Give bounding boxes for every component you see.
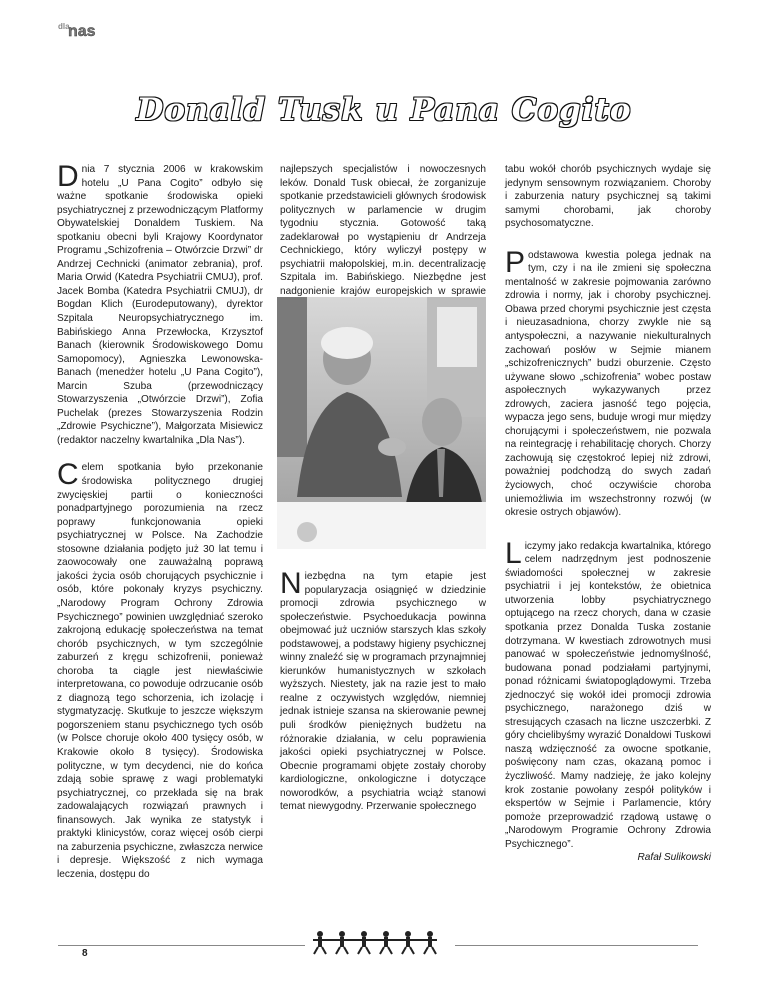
meeting-photo xyxy=(277,297,486,549)
paragraph: Celem spotkania było przekonanie środowiska politycznego drugiej zwycięskiej partii o konieczności ponadpartyjnego porozumienia na rzecz poprawy funkcjonowania opieki psychiatrycznej w Polsce. Na Zachodzie stosowne działania podjęto już 30 lat temu i zaowocowały one zauważalną poprawą jakości życia osób chorujących psychicznie i osób, które pokonały kryzys psychiczny. „Narodowy Program Ochrony Zdrowia Psychicznego” powinien uwzględniać szeroko zakrojoną edukację społeczeństwa na temat chorób psychicznych, w tym szczególnie zaburzeń z kręgu schizofrenii, ponieważ choroba ta ciągle jest niewłaściwie interpretowana, co powoduje odrzucanie osób z diagnozą tego schorzenia, ich izolację i stygmatyzację. Skutkuje to jeszcze większym pogorszeniem stanu psychicznego tych osób (w Polsce choruje około 400 tysięcy osób, w Krakowie około 8 tysięcy). Środowiska polityczne, w tym decydenci, nie do końca zdają sobie sprawę z wagi problematyki psychiatrycznej, co przekłada się na brak zadowalających rozwiązań prawnych i finansowych. Jak wynika ze statystyk i praktyki klinicystów, coraz więcej osób cierpi na zaburzenia psychiczne, zwłaszcza nerwice i depresje. Większość z nich wymaga leczenia, dostępu do xyxy=(57,458,263,880)
paragraph: Dnia 7 stycznia 2006 w krakowskim hotelu „U Pana Cogito” odbyło się ważne spotkanie środowiska opieki psychiatrycznej z przewodniczącym Platformy Obywatelskiej Donaldem Tuskiem. Na spotkaniu obecni byli Krajowy Koordynator Programu „Schizofrenia – Otwórzcie Drzwi” dr Andrzej Cechnicki (animator zebrania), prof. Maria Orwid (Katedra Psychiatrii CMUJ), prof. Jacek Bomba (Katedra Psychiatrii CMUJ), dr Bogdan Klich (Eurodeputowany), dyrektor Szpitala Neuropsychiatrycznego im. Babińskiego Anna Przewłocka, Krzysztof Banach (kierownik Środowiskowego Domu Samopomocy), Agnieszka Lewonowska-Banach (menedżer hotelu „U Pana Cogito”), Marcin Szuba (przewodniczący Stowarzyszenia „Otwórzcie Drzwi”), Zofia Puchelak (prezes Stowarzyszenia Rodzin „Zdrowie Psychiczne”), Małgorzata Misiewicz (redaktor naczelny kwartalnika „Dla Nas”). xyxy=(57,160,263,446)
paragraph: najlepszych specjalistów i nowoczesnych leków. Donald Tusk obiecał, że zorganizuje spotkanie przedstawicieli głównych środowisk politycznych w parlamencie w drugim tygodniu stycznia. Gotowość taką zadeklarował po wystąpieniu dr Andrzeja Cechnickiego, który wyliczył postępy w psychiatrii małopolskiej, m.in. decentralizację Szpitala im. Babińskiego. Niezbędne jest nadgonienie krajów europejskich w sprawie xyxy=(280,164,486,297)
paragraph: Podstawowa kwestia polega jednak na tym, czy i na ile zmieni się społeczna mentalność w zakresie pojmowania zarówno zdrowia i normy, jak i choroby psychicznej. Obawa przed chorymi psychicznie jest częsta i nieuzasadniona, chorzy zwykle nie są antyspołeczni, a nazywanie niekulturalnych zachowań posłów w Sejmie mianem „schizofrenicznych” budzi oburzenie. Często używane słowo „schizofrenia” wobec postaw aspołecznych wykazywanych przez zdrowych, zaciera jasność tego pojęcia, wypacza jego sens, buduje wrogi mur między chorującymi i społeczeństwem, nie pozwala na reintegrację i rehabilitację chorych. Chorzy zachowują się częstokroć lepiej niż zdrowi, poważniej podchodzą do swych zadań życiowych, choć oczywiście choroba uniemożliwia im wszechstronny rozwój (w okresie ostrych objawów). xyxy=(505,245,711,519)
people-chain-ornament xyxy=(305,928,455,956)
drop-cap: C xyxy=(57,458,79,492)
column-3 xyxy=(505,163,711,865)
paragraph: Niezbędna na tym etapie jest popularyzacja osiągnięć w dziedzinie promocji zdrowia psychicznego w społeczeństwie. Psychoedukacja powinna obejmować już uczniów starszych klas szkoły podstawowej, a podstawy higieny psychicznej winny znaleźć się w programach przynajmniej kierunków humanistycznych w szkołach wyższych. Niestety, jak na razie jest to mało realne z oczywistych względów, niemniej jednak istnieje szansa na skierowanie pewnej puli środków pieniężnych budżetu na różnorakie działania, w celu poprawienia jakości opieki psychiatrycznej w Polsce. Obecnie programami objęte zostały choroby kardiologiczne, onkologiczne i dotyczące noworodków, a psychiatria wciąż stanowi temat niewygodny. Przerwanie społecznego xyxy=(280,567,486,813)
column-2-lower xyxy=(280,567,486,814)
magazine-logo xyxy=(56,20,116,38)
drop-cap: D xyxy=(57,160,79,193)
drop-cap: L xyxy=(505,536,522,570)
column-1 xyxy=(57,160,263,881)
page-number: 8 xyxy=(82,948,88,959)
drop-cap: N xyxy=(280,567,302,600)
author-signature: Rafał Sulikowski xyxy=(637,852,711,864)
drop-cap: P xyxy=(505,245,526,279)
article-title: Donald Tusk u Pana Cogito xyxy=(136,92,632,128)
svg-text:dla: dla xyxy=(58,22,70,31)
paragraph: tabu wokół chorób psychicznych wydaje się jedynym sensownym rozwiązaniem. Choroby i zaburzenia natury psychicznej są takimi samymi chorobami, jak choroby psychosomatyczne. xyxy=(505,164,711,230)
paragraph: Liczymy jako redakcja kwartalnika, którego celem nadrzędnym jest podnoszenie świadomości społecznej w zakresie psychiatrii i jej kontekstów, że obietnica utworzenia lobby psychiatrycznego optującego na rzecz chorych, dana w czasie spotkania przez Donalda Tuska zostanie dotrzymana. W kwestiach zdrowotnych musi panować w społeczeństwie jednomyślność, budowana ponad podziałami partyjnymi, ponad różnicami światopoglądowymi. Trzeba zjednoczyć się wokół idei promocji zdrowia psychicznego, narażonego dziś w stresujących czasach na liczne uszczerbki. Z góry chcielibyśmy wyrazić Donaldowi Tuskowi naszą wdzięczność za owocne spotkanie, poświęcony nam czas, okazaną pomoc i życzliwość. Mamy nadzieję, że jako kolejny krok zostanie powołany zespół polityków i ekspertów w Sejmie i Parlamencie, który pomoże przeprowadzić rządową ustawę o „Narodowym Programie Ochrony Zdrowia Psychicznego”. xyxy=(505,536,711,850)
svg-text:nas: nas xyxy=(68,23,96,38)
